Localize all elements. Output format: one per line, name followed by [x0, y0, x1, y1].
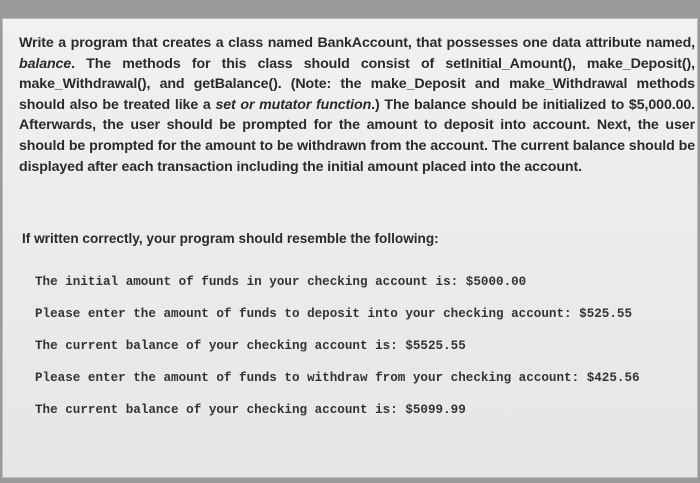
sample-output-line: The current balance of your checking account is: $5099.99 [35, 403, 466, 417]
sample-output-line: Please enter the amount of funds to withdraw from your checking account: $425.56 [35, 371, 640, 385]
sample-output-line: Please enter the amount of funds to deposit into your checking account: $525.55 [35, 307, 633, 321]
setter-term: set or mutator function [215, 96, 372, 113]
sample-output-line: The initial amount of funds in your checking account is: $5000.00 [35, 275, 527, 289]
method-list: setInitial_Amount(), make_Deposit(), make_Withdrawal(), and getBalance(). [19, 55, 695, 93]
assignment-part-1: Write a program that creates a class named BankAccount, that possesses one data attribute named, [19, 35, 695, 51]
attribute-name: balance [19, 55, 72, 72]
sample-intro: If written correctly, your program should resemble the following: [22, 231, 439, 246]
assignment-part-2: . The methods for this class should consist of [71, 55, 446, 72]
assignment-part-4: .) The balance should be initialized to $5,000.00. Afterwards, the user should be prompted for the amount to deposit into account. Next, the user should be prompted for the amount to be withdrawn from the account. The current balance should be displayed after each transaction including the initial amount placed into the account. [19, 96, 695, 175]
assignment-text [19, 33, 695, 177]
sample-output-line: The current balance of your checking account is: $5525.55 [35, 339, 466, 353]
assignment-sheet [2, 18, 698, 478]
assignment-part-3: (Note: the make_Deposit and make_Withdrawal methods should also be treated like a [19, 76, 695, 113]
